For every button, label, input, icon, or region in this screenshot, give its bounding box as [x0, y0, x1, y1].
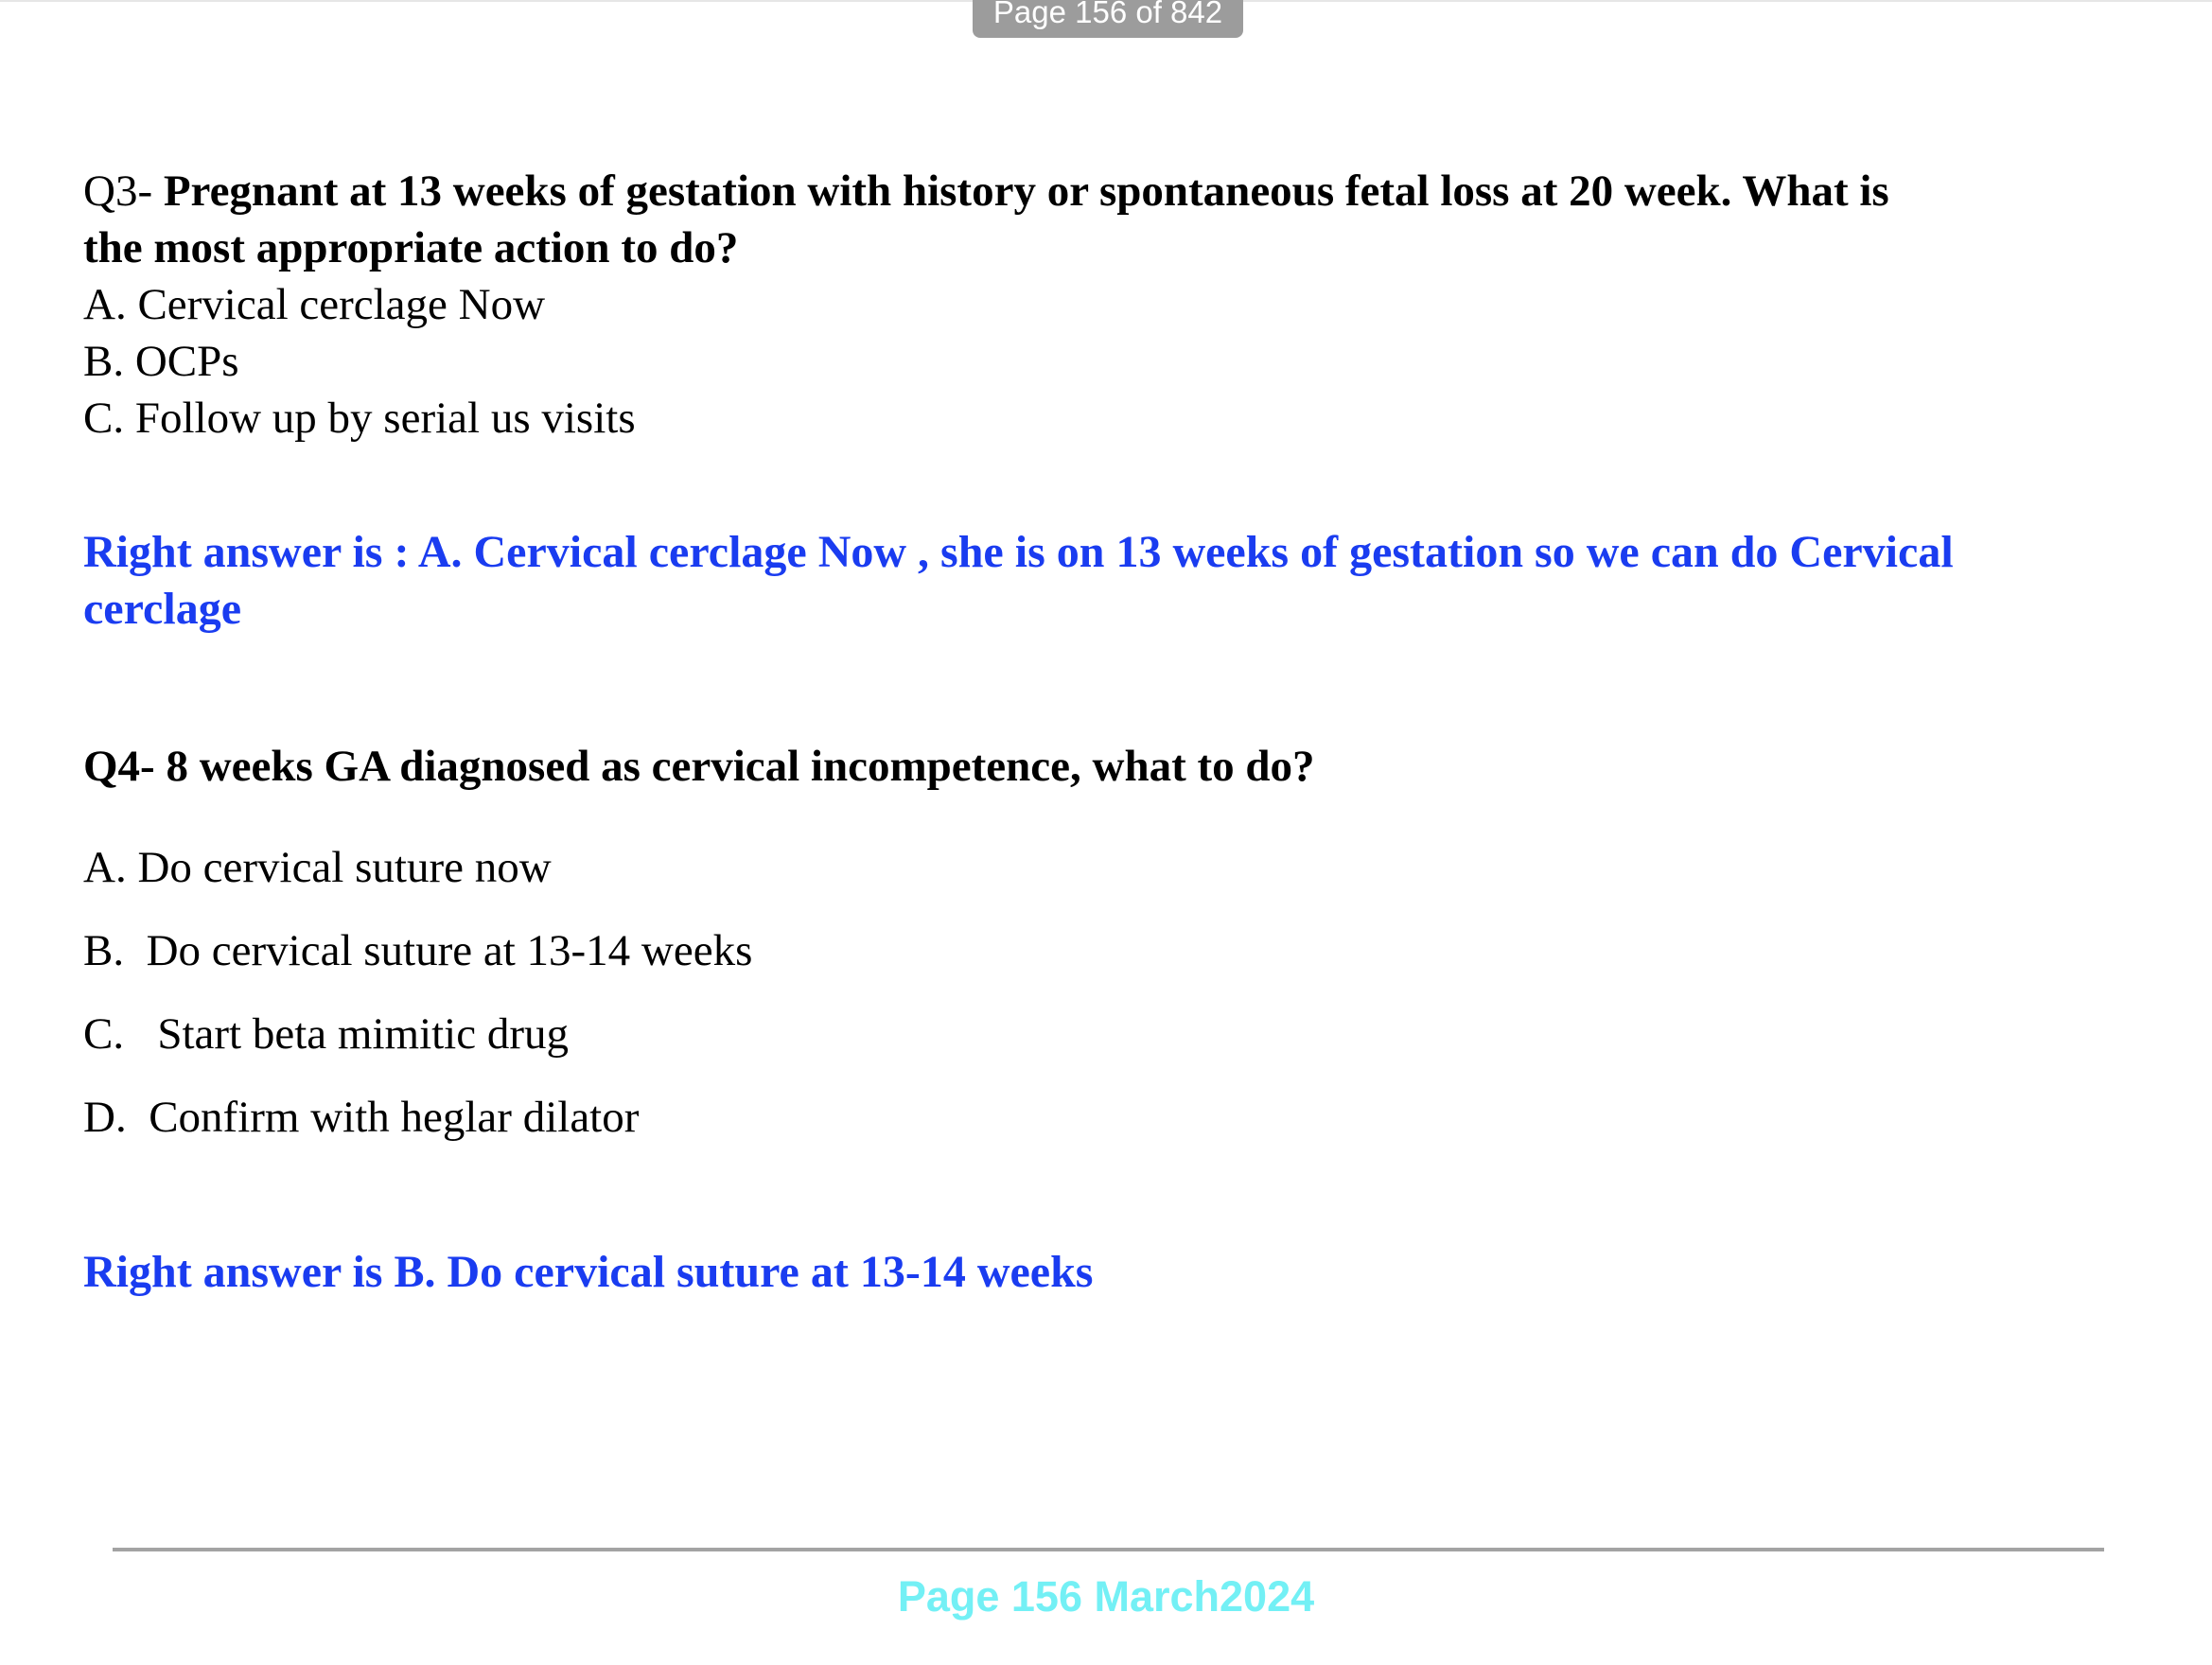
page-footer: Page 156 March2024 — [897, 1572, 1315, 1621]
q3-answer-line1: Right answer is : A. Cervical cerclage Now , she is on 13 weeks of gestation so we can do Cervical — [83, 527, 1954, 577]
q3-question — [83, 163, 2127, 219]
q4-option-d: D. Confirm with heglar dilator — [83, 1093, 640, 1142]
page-indicator: Page 156 of 842 — [973, 0, 1243, 38]
footer-divider — [113, 1548, 2104, 1551]
q3-question-cont-text: the most appropriate action to do? — [83, 223, 739, 272]
q4-option-a: A. Do cervical suture now — [83, 843, 552, 892]
q3-option-a: A. Cervical cerclage Now — [83, 280, 546, 329]
q4-question: Q4- 8 weeks GA diagnosed as cervical incompetence, what to do? — [83, 742, 1315, 791]
q4-answer: Right answer is B. Do cervical suture at 13-14 weeks — [83, 1247, 1094, 1297]
q4-option-b: B. Do cervical suture at 13-14 weeks — [83, 926, 753, 975]
q3-option-c: C. Follow up by serial us visits — [83, 394, 636, 443]
q3-prefix: Q3- — [83, 166, 164, 216]
q3-question-cont — [83, 219, 2127, 276]
q3-question-text: Pregnant at 13 weeks of gestation with history or spontaneous fetal loss at 20 week. What is — [163, 166, 1889, 216]
q3-answer-line2: cerclage — [83, 584, 241, 634]
q3-option-b: B. OCPs — [83, 337, 239, 386]
q4-option-c: C. Start beta mimitic drug — [83, 1009, 570, 1059]
document-page-content — [83, 163, 2127, 1301]
